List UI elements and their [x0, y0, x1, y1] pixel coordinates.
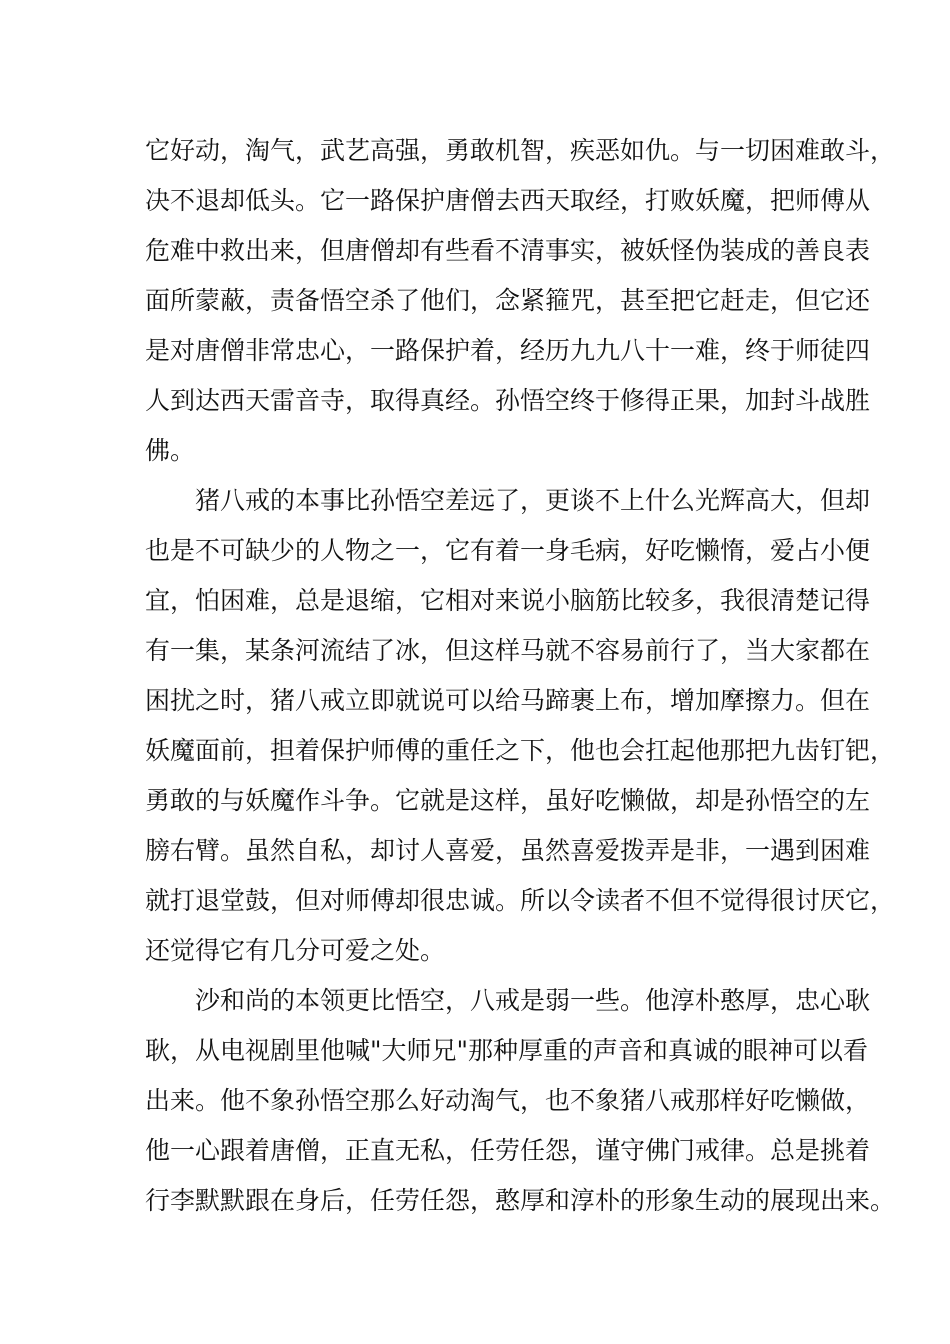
text-line: 决不退却低头。它一路保护唐僧去西天取经，打败妖魔，把师傅从 [145, 186, 871, 215]
text-line: 有一集，某条河流结了冰，但这样马就不容易前行了，当大家都在 [145, 636, 871, 665]
text-line: 他一心跟着唐僧，正直无私，任劳任怨，谨守佛门戒律。总是挑着 [145, 1136, 871, 1165]
text-line: 佛。 [145, 436, 196, 465]
text-line: 沙和尚的本领更比悟空，八戒是弱一些。他淳朴憨厚，忠心耿 [145, 986, 871, 1015]
text-line: 宜，怕困难，总是退缩，它相对来说小脑筋比较多，我很清楚记得 [145, 586, 871, 615]
text-line: 出来。他不象孙悟空那么好动淘气，也不象猪八戒那样好吃懒做， [145, 1086, 871, 1115]
text-line: 就打退堂鼓，但对师傅却很忠诚。所以令读者不但不觉得很讨厌它， [145, 886, 896, 915]
body-text [145, 126, 896, 1226]
text-line: 猪八戒的本事比孙悟空差远了，更谈不上什么光辉高大，但却 [145, 486, 871, 515]
text-line: 膀右臂。虽然自私，却讨人喜爱，虽然喜爱拨弄是非，一遇到困难 [145, 836, 871, 865]
text-line: 耿，从电视剧里他喊"大师兄"那种厚重的声音和真诚的眼神可以看 [145, 1036, 869, 1065]
text-line: 还觉得它有几分可爱之处。 [145, 936, 446, 965]
text-line: 面所蒙蔽，责备悟空杀了他们，念紧箍咒，甚至把它赶走，但它还 [145, 286, 871, 315]
text-line: 妖魔面前，担着保护师傅的重任之下，他也会扛起他那把九齿钉钯， [145, 736, 896, 765]
text-line: 危难中救出来，但唐僧却有些看不清事实，被妖怪伪装成的善良表 [145, 236, 871, 265]
text-line: 勇敢的与妖魔作斗争。它就是这样，虽好吃懒做，却是孙悟空的左 [145, 786, 871, 815]
text-line: 困扰之时，猪八戒立即就说可以给马蹄裹上布，增加摩擦力。但在 [145, 686, 871, 715]
text-line: 行李默默跟在身后，任劳任怨，憨厚和淳朴的形象生动的展现出来。 [145, 1186, 896, 1215]
text-line: 它好动，淘气，武艺高强，勇敢机智，疾恶如仇。与一切困难敢斗， [145, 136, 896, 165]
text-line: 人到达西天雷音寺，取得真经。孙悟空终于修得正果，加封斗战胜 [145, 386, 871, 415]
text-line: 是对唐僧非常忠心，一路保护着，经历九九八十一难，终于师徒四 [145, 336, 871, 365]
text-line: 也是不可缺少的人物之一，它有着一身毛病，好吃懒惰，爱占小便 [145, 536, 871, 565]
